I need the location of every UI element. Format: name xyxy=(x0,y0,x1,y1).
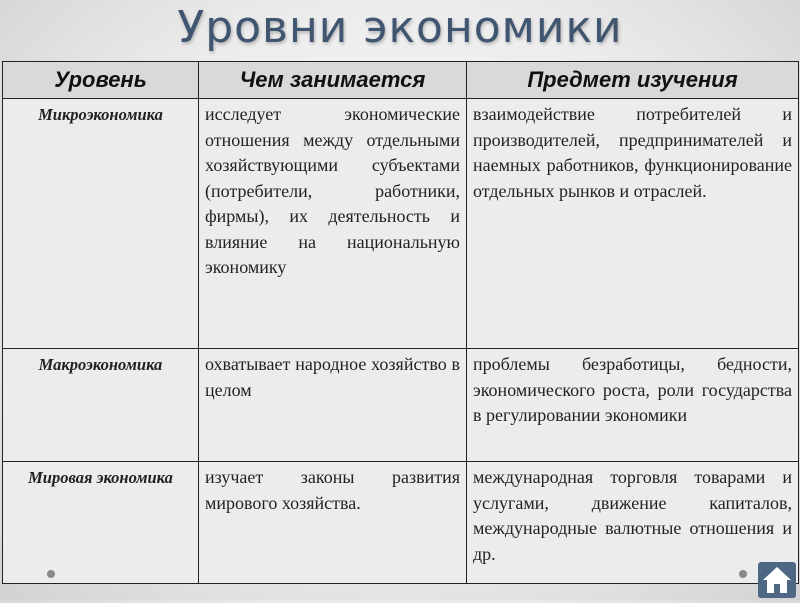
table-row xyxy=(3,349,799,462)
header-level: Уровень xyxy=(3,62,199,99)
table-row xyxy=(3,99,799,349)
activity-cell: изучает законы развития мирового хозяйства. xyxy=(199,462,467,584)
table-header-row xyxy=(3,62,799,99)
header-activity: Чем занимается xyxy=(199,62,467,99)
level-cell: Макроэкономика xyxy=(3,349,199,462)
table-row xyxy=(3,462,799,584)
economy-levels-table xyxy=(2,61,799,584)
home-icon xyxy=(758,562,796,598)
level-cell: Мировая экономика xyxy=(3,462,199,584)
level-cell: Микроэкономика xyxy=(3,99,199,349)
subject-cell: проблемы безработицы, бедности, экономического роста, роли государства в регулировании экономики xyxy=(467,349,799,462)
page-title: Уровни экономики xyxy=(177,2,623,53)
activity-cell: исследует экономические отношения между отдельными хозяйствующими субъектами (потребители, работники, фирмы), их деятельность и влияние на национальную экономику xyxy=(199,99,467,349)
bullet-dot-icon xyxy=(739,570,747,578)
activity-cell: охватывает народное хозяйство в целом xyxy=(199,349,467,462)
bullet-dot-icon xyxy=(47,570,55,578)
subject-cell: международная торговля товарами и услугами, движение капиталов, международные валютные отношения и др. xyxy=(467,462,799,584)
header-subject: Предмет изучения xyxy=(467,62,799,99)
home-button[interactable] xyxy=(758,562,796,598)
subject-cell: взаимодействие потребителей и производителей, предпринимателей и наемных работников, функционирование отдельных рынков и отраслей. xyxy=(467,99,799,349)
